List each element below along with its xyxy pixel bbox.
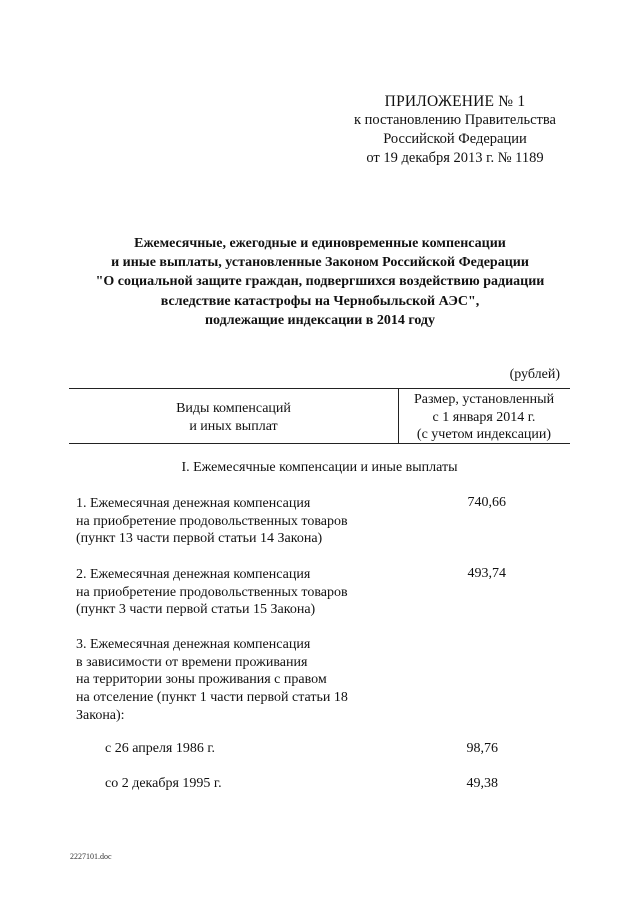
title-line: Ежемесячные, ежегодные и единовременные компенсации [134, 236, 506, 251]
list-item: 2. Ежемесячная денежная компенсация на приобретение продовольственных товаров (пункт 3 части первой статьи 15 Закона) [76, 567, 348, 618]
header-right-line: с 1 января 2014 г. [432, 409, 536, 425]
header-right-line: Размер, установленный [413, 392, 555, 407]
title-line: и иные выплаты, установленные Законом Российской Федерации [111, 255, 529, 271]
subitem-value: 49,38 [466, 776, 498, 791]
file-name-footer: 2227101.doc [70, 852, 112, 861]
table-header-left [69, 400, 398, 436]
section-title: I. Ежемесячные компенсации и иные выплаты [181, 460, 458, 475]
list-item: 3. Ежемесячная денежная компенсация в зависимости от времени проживания на территории зоны проживания с правом на отселение (пункт 1 части первой статьи 18 Закона): [76, 637, 348, 723]
table-header-right [398, 391, 570, 444]
subitem-label: со 2 декабря 1995 г. [105, 776, 222, 791]
annex-line: Российской Федерации [383, 131, 527, 147]
title-line: подлежащие индексации в 2014 году [204, 312, 436, 328]
item-value: 740,66 [467, 495, 506, 510]
annex-line: к постановлению Правительства [354, 112, 556, 128]
header-right-line: (с учетом индексации) [416, 427, 552, 442]
document-title [60, 234, 580, 330]
header-left-line: Виды компенсаций [176, 401, 291, 416]
item-value: 493,74 [467, 566, 506, 581]
annex-number: ПРИЛОЖЕНИЕ № 1 [384, 93, 526, 110]
subitem-label: с 26 апреля 1986 г. [105, 741, 216, 756]
table-header-top-border [69, 388, 570, 389]
header-left-line: и иных выплат [189, 419, 278, 434]
units-label: (рублей) [509, 367, 560, 382]
annex-line: от 19 декабря 2013 г. № 1189 [366, 150, 544, 166]
subitem-value: 98,76 [466, 741, 498, 756]
title-line: "О социальной защите граждан, подвергшихся воздействию радиации [95, 274, 545, 290]
annex-block [330, 92, 580, 168]
title-line: вследствие катастрофы на Чернобыльской АЭС", [160, 293, 480, 309]
list-item: 1. Ежемесячная денежная компенсация на приобретение продовольственных товаров (пункт 13 части первой статьи 14 Закона) [76, 496, 348, 547]
